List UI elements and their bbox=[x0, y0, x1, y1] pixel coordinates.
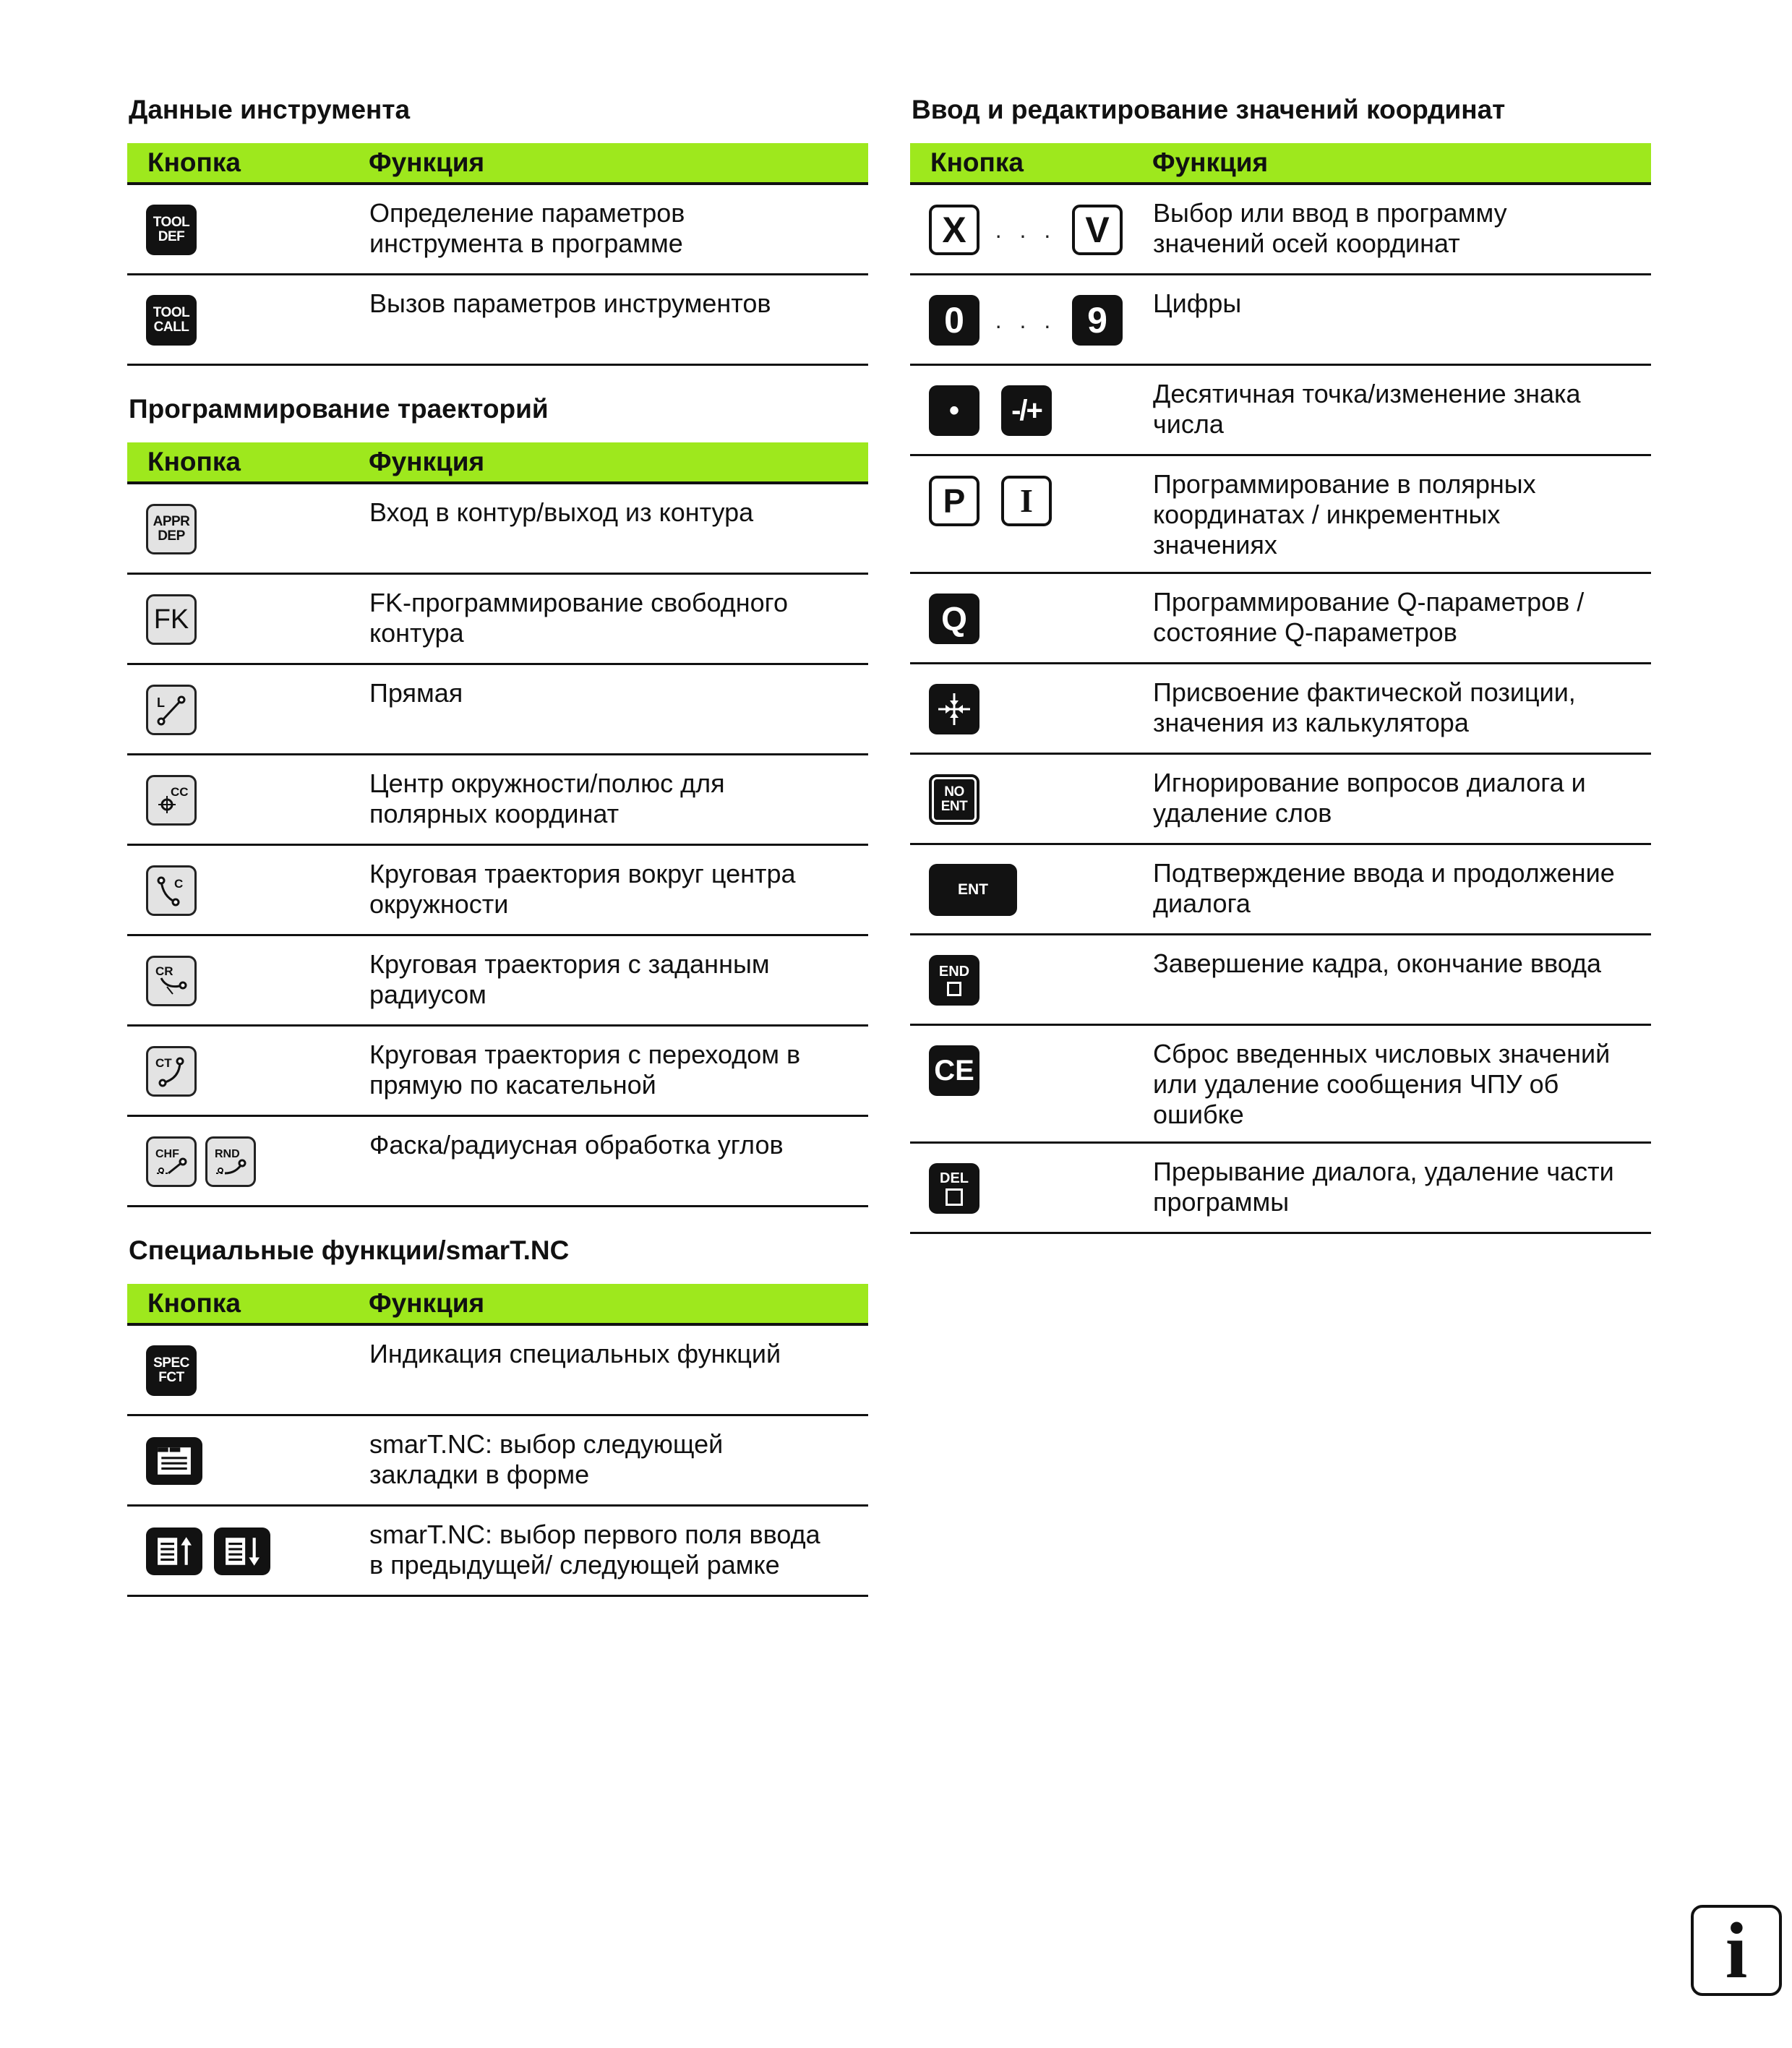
ent-key bbox=[929, 864, 1017, 916]
rounding-icon bbox=[205, 1136, 256, 1187]
svg-text:CC: CC bbox=[171, 785, 189, 799]
table-row bbox=[127, 1507, 868, 1597]
table-row bbox=[127, 484, 868, 575]
table-header bbox=[910, 143, 1651, 185]
table-row bbox=[910, 1144, 1651, 1234]
row-description: Выбор или ввод в программу значений осей координат bbox=[1153, 198, 1507, 258]
row-description: Фаска/радиусная обработка углов bbox=[369, 1130, 784, 1160]
circle-center-icon bbox=[146, 775, 197, 826]
previous-frame-icon bbox=[146, 1528, 202, 1575]
header-key: Кнопка bbox=[147, 147, 241, 177]
info-icon-label: i bbox=[1725, 1906, 1748, 1995]
svg-text:CR: CR bbox=[155, 964, 173, 978]
table-row bbox=[910, 456, 1651, 574]
section-title-tool-data: Данные инструмента bbox=[129, 95, 411, 124]
range-separator: . . . bbox=[995, 216, 1057, 243]
header-function: Функция bbox=[369, 147, 485, 177]
row-description: Цифры bbox=[1153, 288, 1242, 318]
x-axis-key: X bbox=[929, 205, 979, 255]
next-frame-icon bbox=[214, 1528, 270, 1575]
header-function: Функция bbox=[1152, 147, 1269, 177]
table-row bbox=[127, 1027, 868, 1117]
circular-radius-icon bbox=[146, 956, 197, 1006]
table-header bbox=[127, 1284, 868, 1326]
incremental-key: I bbox=[1001, 476, 1052, 526]
no-ent-key: NO ENT bbox=[929, 774, 979, 825]
left-column bbox=[127, 93, 868, 1597]
svg-text:CHF: CHF bbox=[155, 1148, 179, 1160]
table-row bbox=[910, 275, 1651, 366]
tool-call-key: TOOL CALL bbox=[146, 295, 197, 346]
table-row bbox=[127, 936, 868, 1027]
square-icon bbox=[947, 982, 961, 996]
row-description: Программирование Q-параметров / состояние Q-параметров bbox=[1153, 587, 1585, 647]
row-description: Вход в контур/выход из контура bbox=[369, 497, 754, 527]
table-row bbox=[910, 755, 1651, 845]
section-title-coordinates: Ввод и редактирование значений координат bbox=[912, 95, 1506, 124]
row-description: FK-программирование свободного контура bbox=[369, 588, 788, 648]
svg-text:CT: CT bbox=[155, 1056, 172, 1070]
table-row bbox=[910, 845, 1651, 935]
svg-text:L: L bbox=[157, 695, 165, 710]
table-header bbox=[127, 143, 868, 185]
fk-key: FK bbox=[146, 594, 197, 645]
header-key: Кнопка bbox=[930, 147, 1024, 177]
row-description: Определение параметров инструмента в программе bbox=[369, 198, 685, 258]
line-icon bbox=[146, 685, 197, 735]
header-function: Функция bbox=[369, 1288, 485, 1318]
row-description: Индикация специальных функций bbox=[369, 1339, 781, 1368]
table-header bbox=[127, 442, 868, 484]
tangential-arc-icon bbox=[146, 1046, 197, 1097]
row-description: Прерывание диалога, удаление части программы bbox=[1153, 1157, 1614, 1217]
row-description: Подтверждение ввода и продолжение диалога bbox=[1153, 858, 1615, 918]
table-row bbox=[910, 185, 1651, 275]
table-row bbox=[127, 846, 868, 936]
table-row bbox=[127, 185, 868, 275]
row-description: Круговая траектория вокруг центра окружности bbox=[369, 859, 796, 919]
square-icon bbox=[946, 1188, 963, 1206]
del-key-label: DEL bbox=[940, 1170, 969, 1186]
table-row bbox=[127, 1416, 868, 1507]
polar-key: P bbox=[929, 476, 979, 526]
row-description: Круговая траектория с заданным радиусом bbox=[369, 949, 770, 1009]
v-axis-key: V bbox=[1072, 205, 1123, 255]
row-description: Сброс введенных числовых значений или удаление сообщения ЧПУ об ошибке bbox=[1153, 1039, 1611, 1129]
row-description: Круговая траектория с переходом в прямую по касательной bbox=[369, 1040, 801, 1100]
row-description: smarT.NC: выбор первого поля ввода в предыдущей/ следующей рамке bbox=[369, 1520, 820, 1580]
table-row bbox=[127, 1326, 868, 1416]
ent-key-label: ENT bbox=[958, 881, 988, 898]
svg-text:RND: RND bbox=[215, 1148, 240, 1160]
table-row bbox=[910, 935, 1651, 1026]
appr-dep-key: APPR DEP bbox=[146, 504, 197, 554]
digit-0-key: 0 bbox=[929, 295, 979, 346]
header-function: Функция bbox=[369, 447, 485, 476]
table-row bbox=[910, 366, 1651, 456]
row-description: Завершение кадра, окончание ввода bbox=[1153, 948, 1602, 978]
q-parameter-key: Q bbox=[929, 594, 979, 644]
circular-path-icon bbox=[146, 865, 197, 916]
row-description: Центр окружности/полюс для полярных координат bbox=[369, 768, 725, 828]
digit-9-key: 9 bbox=[1072, 295, 1123, 346]
row-description: Десятичная точка/изменение знака числа bbox=[1153, 379, 1581, 439]
info-icon[interactable] bbox=[1691, 1905, 1782, 1996]
section-title-special-functions: Специальные функции/smarT.NC bbox=[129, 1235, 570, 1265]
table-row bbox=[910, 664, 1651, 755]
decimal-point-key: • bbox=[929, 385, 979, 436]
next-tab-icon bbox=[146, 1437, 202, 1485]
tool-def-key: TOOL DEF bbox=[146, 205, 197, 255]
table-row bbox=[910, 574, 1651, 664]
table-row bbox=[127, 665, 868, 755]
svg-text:C: C bbox=[174, 877, 184, 891]
row-description: Присвоение фактической позиции, значения из калькулятора bbox=[1153, 677, 1576, 737]
ce-key: CE bbox=[929, 1045, 979, 1096]
row-description: Программирование в полярных координатах / инкрементных значениях bbox=[1153, 469, 1536, 560]
table-row bbox=[127, 1117, 868, 1207]
sign-change-key: -/+ bbox=[1001, 385, 1052, 436]
range-separator: . . . bbox=[995, 307, 1057, 333]
spec-fct-key: SPEC FCT bbox=[146, 1345, 197, 1396]
row-description: smarT.NC: выбор следующей закладки в форме bbox=[369, 1429, 724, 1489]
table-row bbox=[127, 275, 868, 366]
table-row bbox=[910, 1026, 1651, 1144]
end-key-label: END bbox=[938, 964, 970, 980]
table-row bbox=[127, 575, 868, 665]
actual-position-icon bbox=[929, 684, 979, 734]
section-title-path-programming: Программирование траекторий bbox=[129, 394, 549, 424]
del-key bbox=[929, 1163, 979, 1214]
header-key: Кнопка bbox=[147, 447, 241, 476]
header-key: Кнопка bbox=[147, 1288, 241, 1318]
table-row bbox=[127, 755, 868, 846]
row-description: Прямая bbox=[369, 678, 463, 708]
row-description: Игнорирование вопросов диалога и удаление слов bbox=[1153, 768, 1586, 828]
end-key bbox=[929, 955, 979, 1006]
right-column bbox=[910, 93, 1651, 1234]
row-description: Вызов параметров инструментов bbox=[369, 288, 771, 318]
chamfer-icon bbox=[146, 1136, 197, 1187]
